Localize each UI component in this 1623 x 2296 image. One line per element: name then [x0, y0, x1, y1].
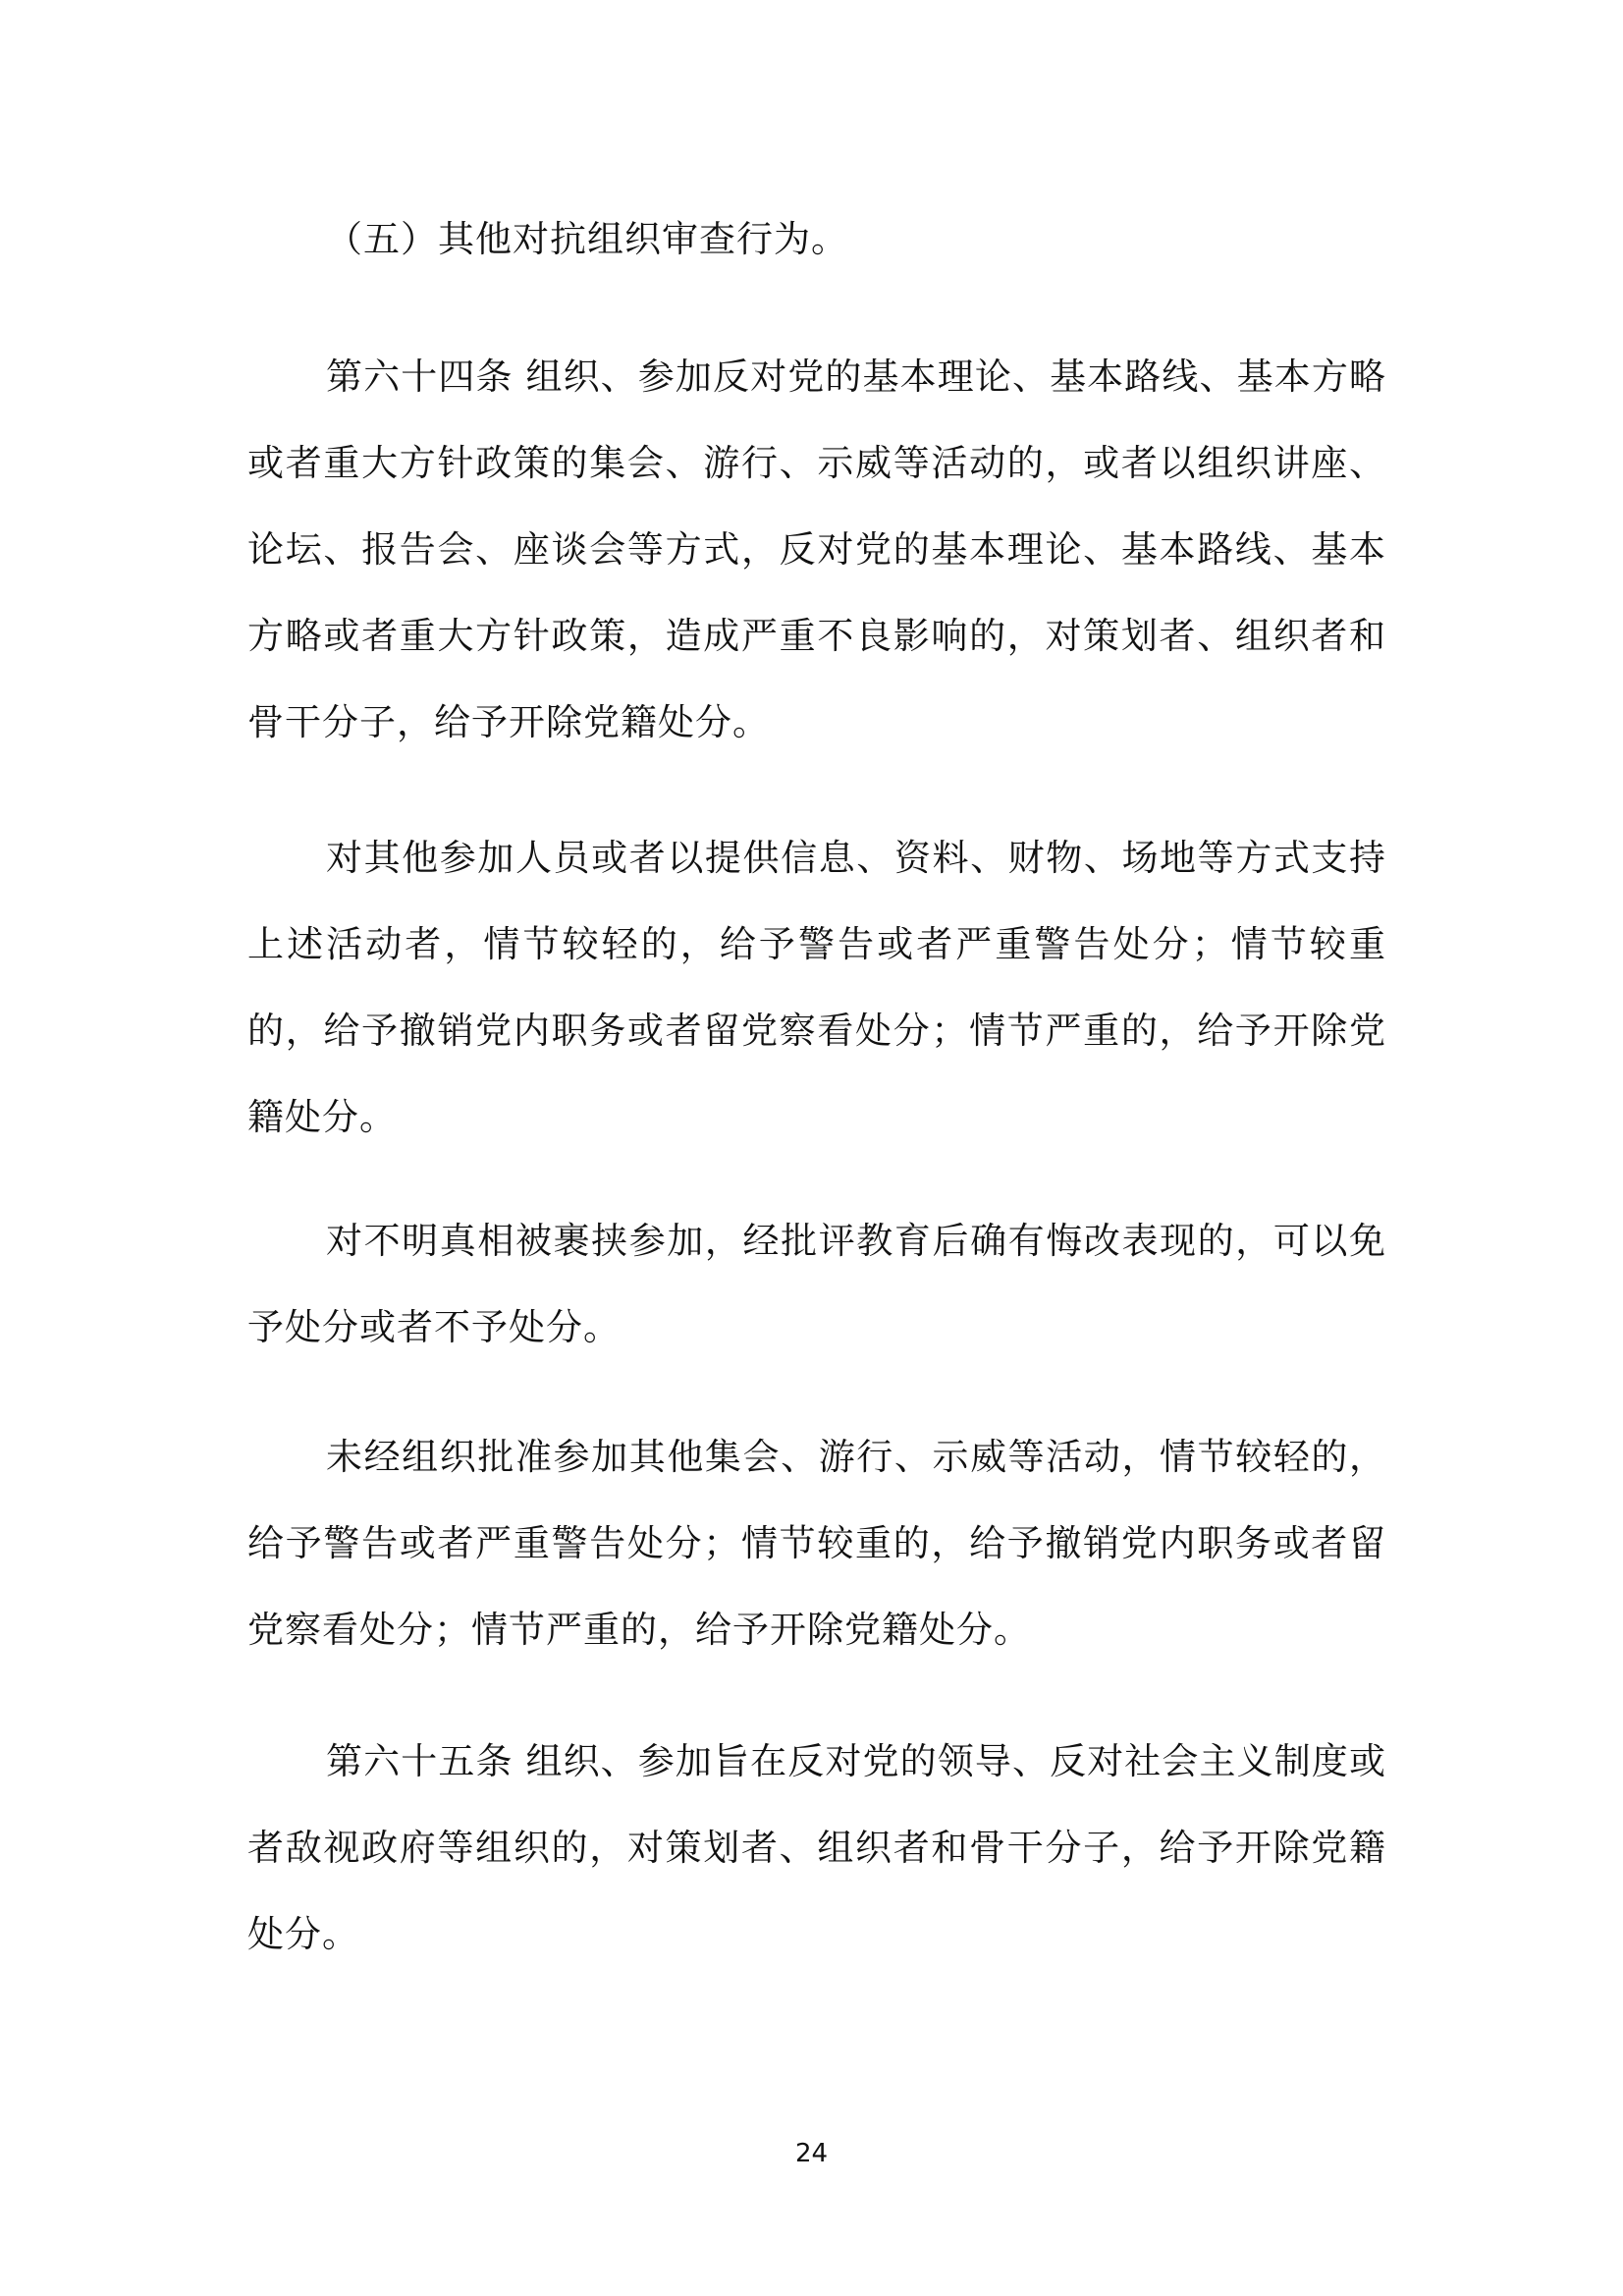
article-64-other-participants-paragraph: 对其他参加人员或者以提供信息、资料、财物、场地等方式支持上述活动者，情节较轻的，给予警告或者严重警告处分；情节较重的，给予撤销党内职务或者留党察看处分；情节严重的，给予开除党籍处分。 [247, 837, 1386, 1138]
paragraph-item-5: （五）其他对抗组织审查行为。 [326, 218, 848, 260]
page-number: 24 [794, 2139, 829, 2168]
article-64-unapproved-activities-paragraph: 未经组织批准参加其他集会、游行、示威等活动，情节较轻的，给予警告或者严重警告处分；情节较重的，给予撤销党内职务或者留党察看处分；情节严重的，给予开除党籍处分。 [247, 1436, 1386, 1651]
article-64-paragraph: 第六十四条 组织、参加反对党的基本理论、基本路线、基本方略或者重大方针政策的集会、游行、示威等活动的，或者以组织讲座、论坛、报告会、座谈会等方式，反对党的基本理论、基本路线、基本方略或者重大方针政策，造成严重不良影响的，对策划者、组织者和骨干分子，给予开除党籍处分。 [247, 355, 1386, 743]
article-65-paragraph: 第六十五条 组织、参加旨在反对党的领导、反对社会主义制度或者敌视政府等组织的，对策划者、组织者和骨干分子，给予开除党籍处分。 [247, 1740, 1386, 1955]
article-64-uninformed-participants-paragraph: 对不明真相被裹挟参加，经批评教育后确有悔改表现的，可以免予处分或者不予处分。 [247, 1220, 1386, 1348]
